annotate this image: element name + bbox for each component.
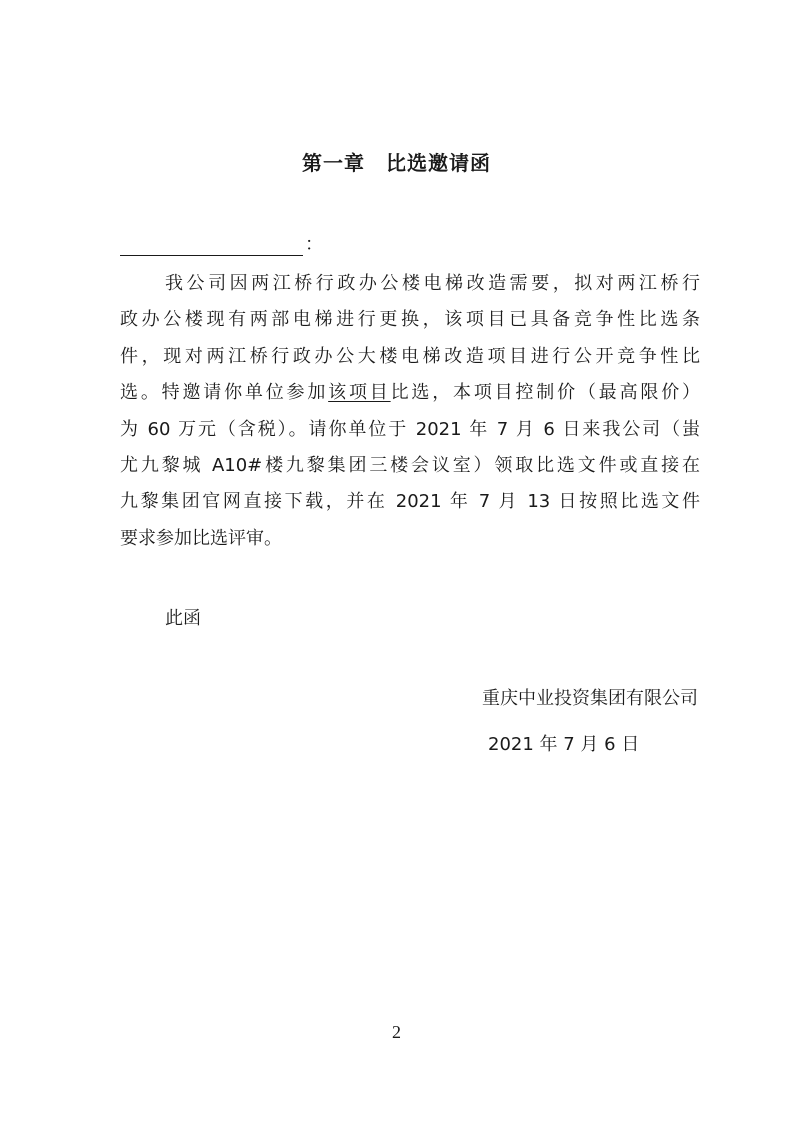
body-line-segment: 选。特邀请你单位参加 <box>120 382 329 404</box>
body-line: 我公司因两江桥行政办公楼电梯改造需要，拟对两江桥行 <box>165 273 700 294</box>
body-line: 为 60 万元（含税）。请你单位于 2021 年 7 月 6 日来我公司（蚩 <box>120 418 700 440</box>
invitation-body <box>120 266 700 557</box>
body-line: 政办公楼现有两部电梯进行更换，该项目已具备竞争性比选条 <box>120 309 700 331</box>
recipient-blank-line <box>120 235 303 256</box>
body-line: 九黎集团官网直接下载，并在 2021 年 7 月 13 日按照比选文件 <box>120 491 700 513</box>
salutation <box>120 230 323 254</box>
closing-text: 此函 <box>165 608 201 629</box>
salutation-colon: ： <box>305 234 323 255</box>
page-number: 2 <box>392 1022 401 1042</box>
body-line <box>120 375 700 411</box>
body-line: 件，现对两江桥行政办公大楼电梯改造项目进行公开竞争性比 <box>120 345 700 367</box>
body-line-segment: 比选，本项目控制价（最高限价） <box>390 382 701 404</box>
signature-date: 2021 年 7 月 6 日 <box>488 734 640 755</box>
underlined-project-text: 该项目 <box>328 382 391 404</box>
body-line: 尤九黎城 A10#楼九黎集团三楼会议室）领取比选文件或直接在 <box>120 454 700 476</box>
page-title: 第一章 比选邀请函 <box>302 151 491 175</box>
body-line: 要求参加比选评审。 <box>120 527 282 549</box>
signature-company: 重庆中业投资集团有限公司 <box>482 688 698 709</box>
